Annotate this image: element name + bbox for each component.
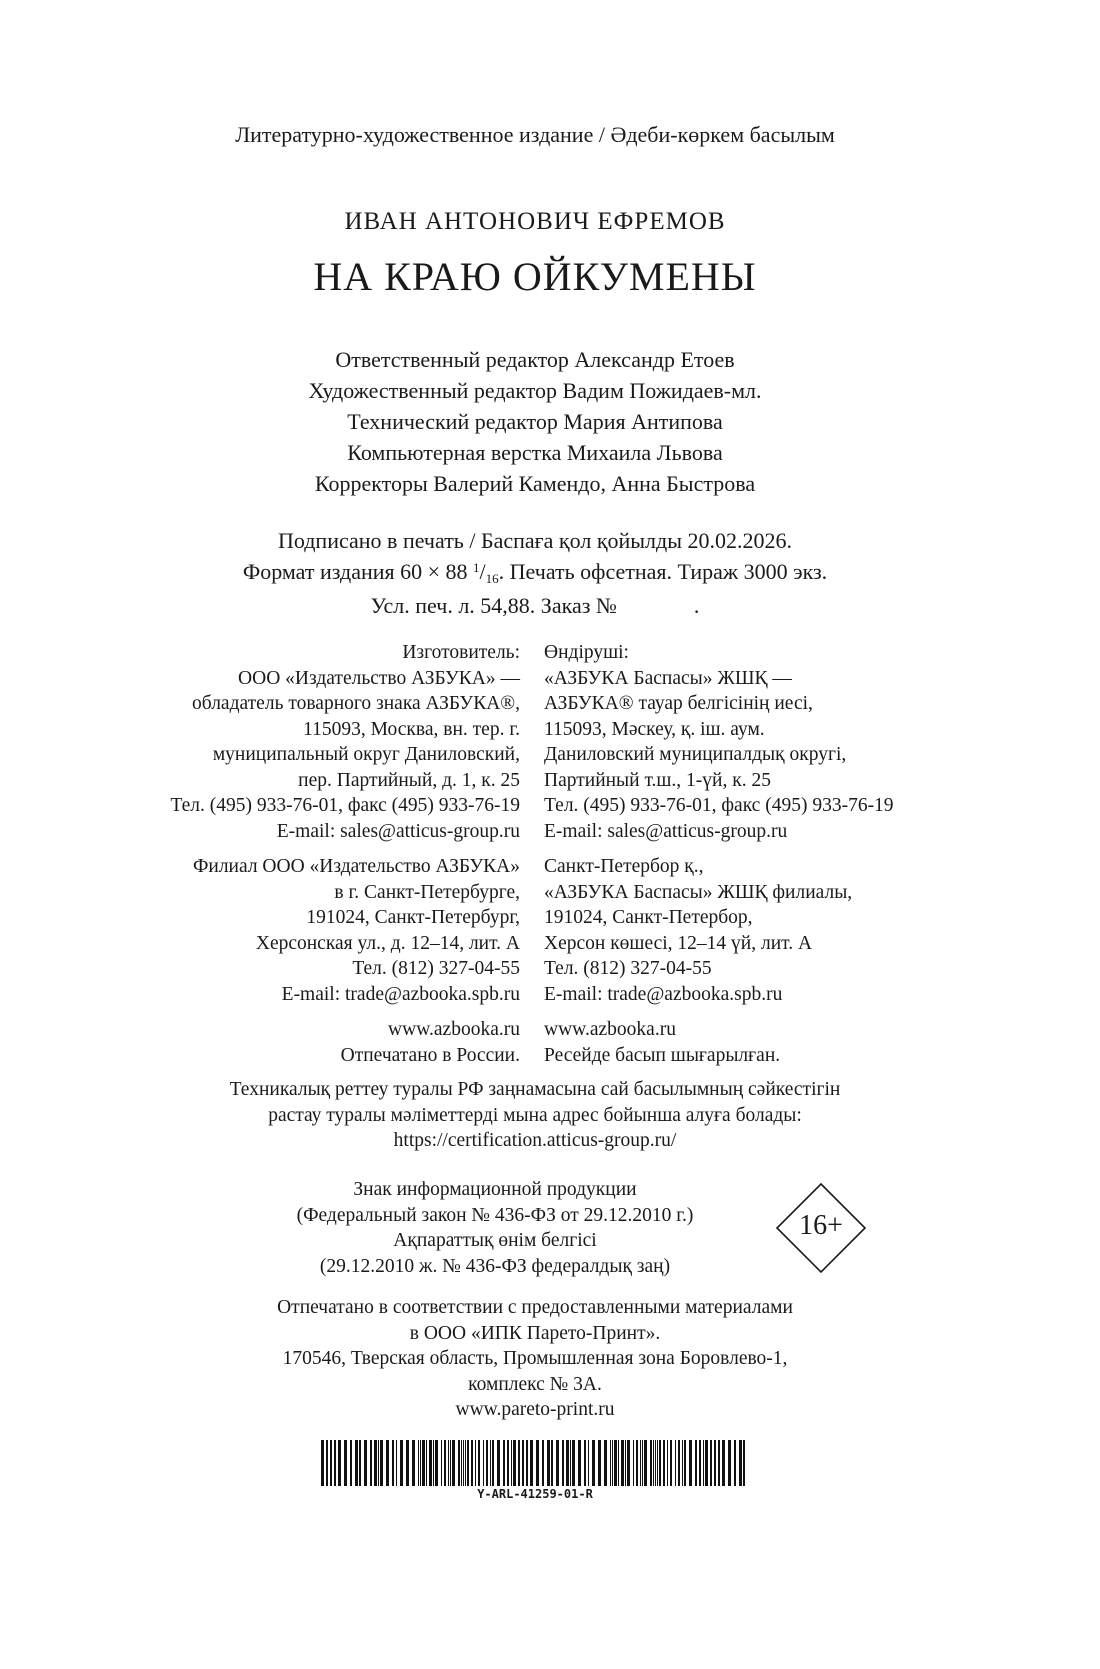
printer-block <box>0 1295 1070 1423</box>
barcode-bar <box>710 1440 712 1486</box>
printed-in-line: Отпечатано в России. <box>340 1044 520 1066</box>
barcode-bar <box>536 1440 539 1486</box>
info-sign-line: (Федеральный закон № 436-ФЗ от 29.12.2010 г.) <box>296 1204 694 1226</box>
barcode-bar <box>728 1440 731 1486</box>
barcode-bar <box>483 1440 484 1486</box>
barcode-bar <box>465 1440 466 1486</box>
barcode-bar <box>370 1440 372 1486</box>
branch-line: Тел. (812) 327-04-55 <box>352 958 520 979</box>
barcode-bar <box>618 1440 619 1486</box>
manufacturer-line: E-mail: sales@atticus-group.ru <box>276 820 520 842</box>
info-sign-line: (29.12.2010 ж. № 436-ФЗ федералдық заң) <box>319 1255 671 1277</box>
barcode-bar <box>627 1440 630 1486</box>
barcode-bar <box>621 1440 624 1486</box>
barcode-bar <box>321 1440 324 1486</box>
barcode-bar <box>380 1440 383 1486</box>
barcode-bar <box>610 1440 611 1486</box>
barcode-bar <box>518 1440 520 1486</box>
barcode-bar <box>562 1440 564 1486</box>
barcode-bar <box>743 1440 745 1486</box>
barcode-bar <box>578 1440 581 1486</box>
certification-link[interactable]: https://certification.atticus-group.ru/ <box>393 1130 677 1151</box>
barcode-bar <box>614 1440 617 1486</box>
barcode-bar <box>359 1440 361 1486</box>
credit-line: Художественный редактор Вадим Пожидаев-мл. <box>308 378 762 403</box>
manufacturer-line: 115093, Москва, вн. тер. г. <box>303 718 520 740</box>
barcode-bar <box>452 1440 455 1486</box>
barcode-bar <box>378 1440 379 1486</box>
manufacturer-line: ООО «Издательство АЗБУКА» — <box>238 667 520 689</box>
barcode-bar <box>418 1440 419 1486</box>
barcode-bar <box>396 1440 397 1486</box>
barcode-bar <box>497 1440 500 1486</box>
barcode-bar <box>511 1440 512 1486</box>
barcode-bar <box>739 1440 742 1486</box>
barcode-bar <box>429 1440 432 1486</box>
barcode-bar <box>507 1440 509 1486</box>
barcode-bar <box>412 1440 415 1486</box>
format-denominator: 16 <box>485 571 499 586</box>
manufacturer-line: Изготовитель: <box>402 642 520 663</box>
barcode-bar <box>695 1440 697 1486</box>
barcode-bar <box>503 1440 505 1486</box>
barcode-bar <box>441 1440 442 1486</box>
barcode-bar <box>463 1440 464 1486</box>
barcode <box>321 1440 749 1486</box>
signed-line: Подписано в печать / Баспаға қол қойылды 20.02.2026. <box>277 528 793 553</box>
barcode-bar <box>655 1440 656 1486</box>
barcode-bar <box>492 1440 494 1486</box>
barcode-bar <box>461 1440 462 1486</box>
barcode-bar <box>490 1440 491 1486</box>
manufacturer-line: Тел. (495) 933-76-01, факс (495) 933-76-19 <box>544 795 894 816</box>
barcode-bar <box>714 1440 716 1486</box>
edition-type: Литературно-художественное издание / Әдеби-көркем басылым <box>235 122 835 147</box>
manufacturer-line: обладатель товарного знака АЗБУКА®, <box>192 693 520 714</box>
info-sign-line: Знак информационной продукции <box>353 1179 637 1200</box>
barcode-bar <box>718 1440 720 1486</box>
manufacturer-line: муниципальный округ Даниловский, <box>212 744 520 765</box>
barcode-bar <box>642 1440 643 1486</box>
barcode-bar <box>522 1440 524 1486</box>
manufacturer-line: E-mail: sales@atticus-group.ru <box>544 820 788 842</box>
printer-line: 170546, Тверская область, Промышленная зона Боровлево-1, <box>282 1348 788 1369</box>
manufacturer-line: АЗБУКА® тауар белгісінің иесі, <box>544 693 813 714</box>
barcode-bar <box>566 1440 569 1486</box>
manufacturer-line: пер. Партийный, д. 1, к. 25 <box>298 769 520 791</box>
barcode-bar <box>570 1440 571 1486</box>
barcode-bar <box>486 1440 488 1486</box>
manufacturer-line: Тел. (495) 933-76-01, факс (495) 933-76-19 <box>170 795 520 816</box>
credit-line: Компьютерная верстка Михаила Львова <box>347 440 723 465</box>
credit-line: Технический редактор Мария Антипова <box>347 409 723 434</box>
printer-website-link[interactable]: www.pareto-print.ru <box>455 1399 615 1420</box>
barcode-bar <box>350 1440 352 1486</box>
barcode-bar <box>675 1440 676 1486</box>
sheets-line: Усл. печ. л. 54,88. Заказ № . <box>370 593 700 618</box>
barcode-bar <box>659 1440 661 1486</box>
barcode-bar <box>636 1440 638 1486</box>
barcode-bar <box>572 1440 575 1486</box>
barcode-bar <box>670 1440 672 1486</box>
branch-line: Санкт-Петербор қ., <box>544 856 704 877</box>
barcode-bar <box>344 1440 347 1486</box>
branch-line: Филиал ООО «Издательство АЗБУКА» <box>192 856 520 877</box>
barcode-bar <box>386 1440 389 1486</box>
barcode-bar <box>542 1440 544 1486</box>
barcode-bar <box>644 1440 647 1486</box>
barcode-bar <box>604 1440 607 1486</box>
barcode-bar <box>657 1440 658 1486</box>
barcode-bar <box>444 1440 446 1486</box>
barcode-bar <box>426 1440 427 1486</box>
barcode-bar <box>467 1440 469 1486</box>
format-prefix: Формат издания 60 × 88 <box>242 559 474 584</box>
barcode-bar <box>475 1440 476 1486</box>
barcode-bar <box>450 1440 451 1486</box>
branch-line: Тел. (812) 327-04-55 <box>544 958 712 979</box>
age-rating-label: 16+ <box>799 1210 843 1241</box>
author-name: ИВАН АНТОНОВИЧ ЕФРЕМОВ <box>344 208 726 235</box>
barcode-bar <box>722 1440 725 1486</box>
branch-line: 191024, Санкт-Петербор, <box>544 907 753 928</box>
info-sign-line: Ақпараттық өнім белгісі <box>393 1230 597 1251</box>
barcode-bar <box>364 1440 367 1486</box>
barcode-bar <box>633 1440 634 1486</box>
barcode-bar <box>374 1440 377 1486</box>
branch-line: Херсон көшесі, 12–14 үй, лит. А <box>544 932 813 954</box>
printer-line: комплекс № 3А. <box>468 1373 602 1395</box>
barcode-bar <box>584 1440 586 1486</box>
barcode-bar <box>530 1440 533 1486</box>
barcode-bar <box>684 1440 686 1486</box>
website-link[interactable]: www.azbooka.ru <box>388 1019 520 1040</box>
manufacturer-line: Даниловский муниципалдық округі, <box>544 744 847 765</box>
printed-in-line: Ресейде басып шығарылған. <box>544 1044 781 1066</box>
barcode-bar <box>678 1440 680 1486</box>
barcode-bar <box>612 1440 613 1486</box>
barcode-bar <box>458 1440 460 1486</box>
barcode-bar <box>689 1440 692 1486</box>
barcode-bar <box>355 1440 358 1486</box>
barcode-bar <box>703 1440 704 1486</box>
credit-line: Корректоры Валерий Камендо, Анна Быстрова <box>314 471 756 496</box>
branch-line: Херсонская ул., д. 12–14, лит. А <box>255 932 520 954</box>
barcode-bar <box>433 1440 434 1486</box>
barcode-bar <box>682 1440 683 1486</box>
credits-block <box>0 344 1070 499</box>
barcode-bar <box>625 1440 626 1486</box>
barcode-bar <box>734 1440 736 1486</box>
book-title: НА КРАЮ ОЙКУМЕНЫ <box>313 254 757 299</box>
barcode-text: Y-ARL-41259-01-R <box>477 1487 593 1501</box>
barcode-bar <box>551 1440 553 1486</box>
barcode-bar <box>400 1440 403 1486</box>
barcode-bar <box>547 1440 550 1486</box>
branch-line: E-mail: trade@azbooka.spb.ru <box>281 983 520 1005</box>
printer-line: Отпечатано в соответствии с предоставленными материалами <box>277 1297 793 1318</box>
barcode-bar <box>556 1440 559 1486</box>
barcode-bar <box>471 1440 473 1486</box>
manufacturer-line: «АЗБУКА Баспасы» ЖШҚ — <box>544 667 792 689</box>
barcode-bar <box>699 1440 701 1486</box>
branch-line: в г. Санкт-Петербурге, <box>334 881 520 903</box>
credit-line: Ответственный редактор Александр Етоев <box>335 347 735 372</box>
barcode-bar <box>435 1440 438 1486</box>
manufacturer-line: Партийный т.ш., 1-үй, к. 25 <box>544 769 771 791</box>
barcode-bar <box>326 1440 328 1486</box>
website-link[interactable]: www.azbooka.ru <box>544 1019 676 1040</box>
barcode-bar <box>640 1440 641 1486</box>
barcode-bar <box>592 1440 595 1486</box>
format-line: Формат издания 60 × 88 $^1/_{16}$. Печать офсетная. Тираж 3000 экз. <box>242 559 828 586</box>
regulation-line: Техникалық реттеу туралы РФ заңнамасына сай басылымның сәйкестігін <box>229 1079 841 1100</box>
regulation-line: растау туралы мәліметтерді мына адрес бойынша алуға болады: <box>268 1104 802 1126</box>
barcode-bar <box>420 1440 421 1486</box>
branch-line: E-mail: trade@azbooka.spb.ru <box>544 983 783 1005</box>
manufacturer-line: Өндіруші: <box>544 642 629 663</box>
barcode-bar <box>588 1440 589 1486</box>
barcode-bar <box>663 1440 665 1486</box>
regulation-block <box>0 1077 1070 1154</box>
branch-line: 191024, Санкт-Петербург, <box>306 907 520 928</box>
barcode-bar <box>448 1440 449 1486</box>
format-suffix: . Печать офсетная. Тираж 3000 экз. <box>498 559 828 584</box>
barcode-bar <box>513 1440 516 1486</box>
printer-line: в ООО «ИПК Парето-Принт». <box>409 1322 661 1344</box>
print-info <box>0 527 1070 619</box>
manufacturer-line: 115093, Мәскеу, қ. іш. аум. <box>544 718 765 740</box>
barcode-bar <box>392 1440 394 1486</box>
barcode-bar <box>338 1440 341 1486</box>
format-numerator: 1 <box>473 560 480 575</box>
barcode-bar <box>334 1440 336 1486</box>
barcode-bar <box>422 1440 425 1486</box>
age-rating-badge <box>775 1182 867 1274</box>
branch-line: «АЗБУКА Баспасы» ЖШҚ филиалы, <box>544 881 853 903</box>
barcode-bar <box>406 1440 409 1486</box>
publisher-column-kz <box>544 640 894 1068</box>
barcode-bar <box>526 1440 528 1486</box>
barcode-bar <box>705 1440 708 1486</box>
barcode-bar <box>650 1440 652 1486</box>
barcode-bar <box>667 1440 668 1486</box>
barcode-bar <box>478 1440 480 1486</box>
barcode-bar <box>653 1440 654 1486</box>
barcode-bar <box>598 1440 601 1486</box>
publisher-column-ru <box>170 640 520 1068</box>
barcode-bar <box>330 1440 332 1486</box>
